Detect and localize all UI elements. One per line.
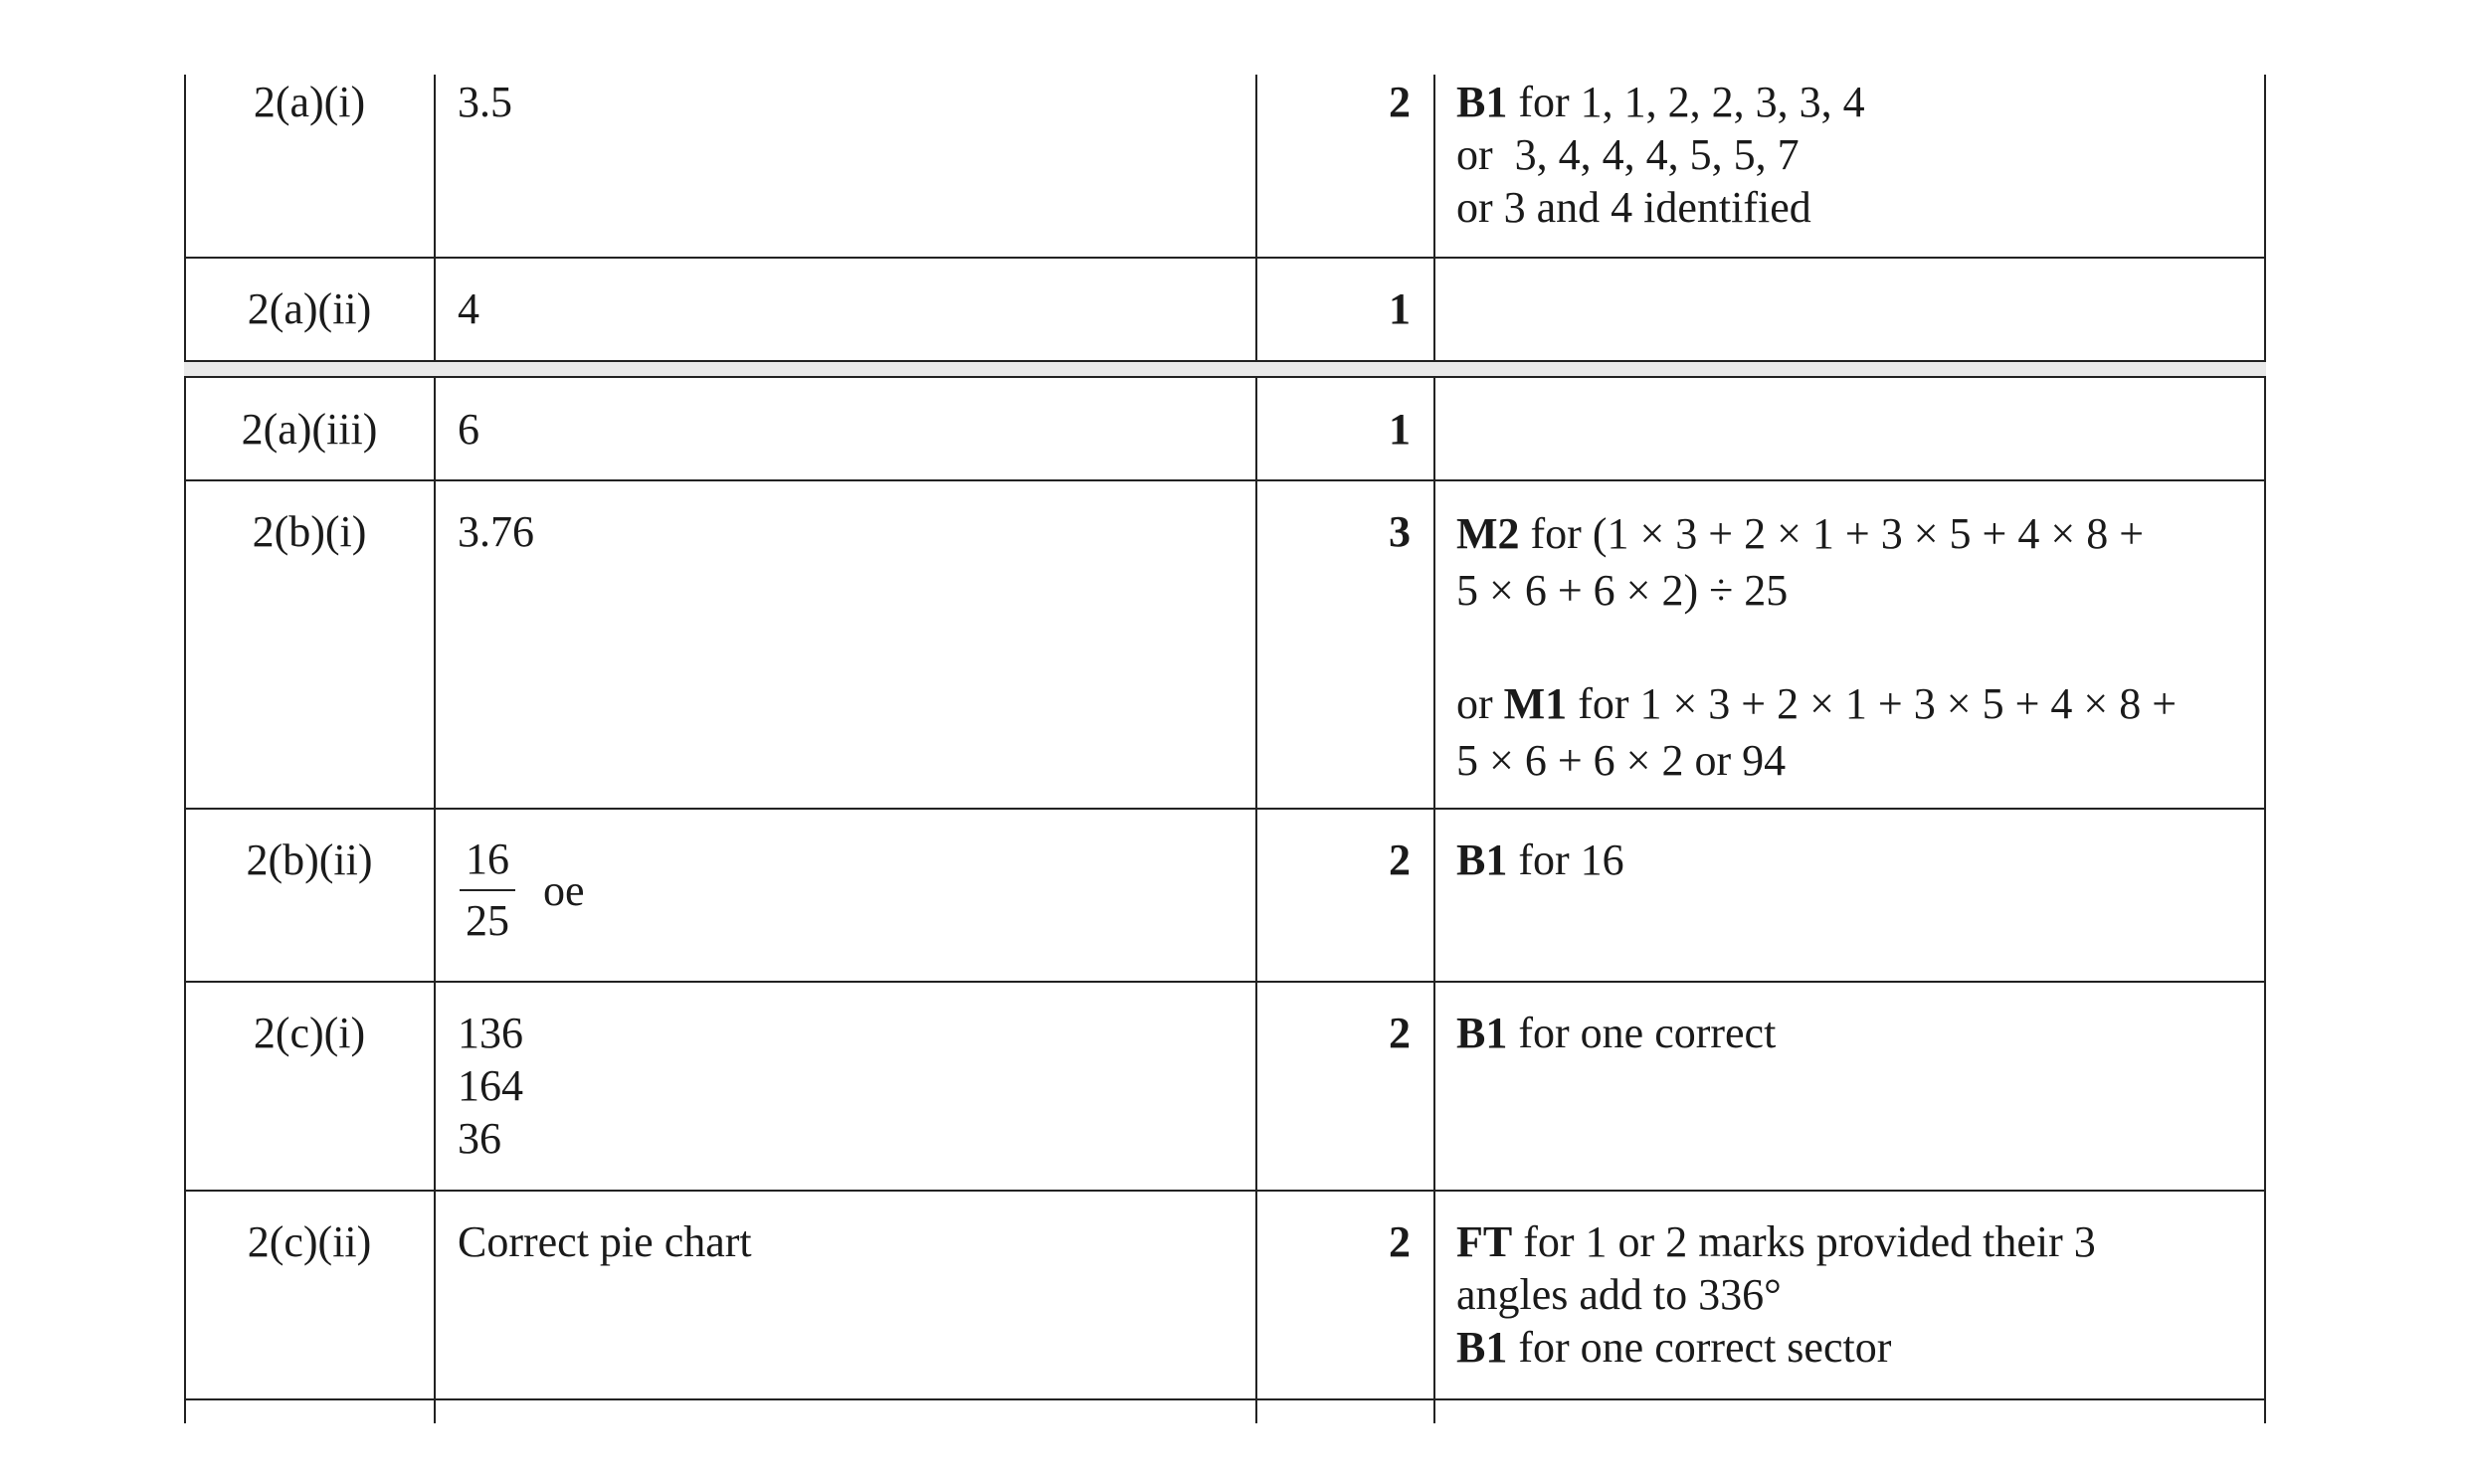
fraction xyxy=(460,834,515,947)
fraction-answer xyxy=(460,834,585,947)
answer-line: Correct pie chart xyxy=(458,1217,752,1266)
note-code: B1 xyxy=(1456,78,1508,126)
answer-cell xyxy=(458,1007,523,1165)
answer-cell xyxy=(458,505,534,558)
note-line: or 3 and 4 identified xyxy=(1456,183,1811,232)
row-rule xyxy=(184,808,2266,810)
row-rule xyxy=(184,981,2266,983)
fraction-denominator: 25 xyxy=(466,896,509,945)
note-line xyxy=(1456,505,2177,562)
note-line xyxy=(1456,1321,2096,1374)
note-text: for 1, 1, 2, 2, 3, 3, 4 xyxy=(1507,78,1865,126)
note-text: for one correct xyxy=(1507,1009,1777,1057)
mark-value: 2 xyxy=(1389,1009,1411,1057)
note-line: or 3, 4, 4, 4, 5, 5, 7 xyxy=(1456,130,1800,179)
question-number: 2(b)(i) xyxy=(252,507,367,556)
note-line xyxy=(1456,834,1624,886)
column-divider-notes xyxy=(1433,75,1435,1423)
fraction-bar xyxy=(460,889,515,891)
row-rule xyxy=(184,257,2266,259)
mark-value: 3 xyxy=(1389,507,1411,556)
question-number: 2(b)(ii) xyxy=(246,835,373,884)
note-code: B1 xyxy=(1456,1009,1508,1057)
answer-line: 136 xyxy=(458,1009,523,1057)
note-text: for (1 × 3 + 2 × 1 + 3 × 5 + 4 × 8 + xyxy=(1519,509,2145,558)
note-code: M2 xyxy=(1456,509,1520,558)
fraction-numerator: 16 xyxy=(466,835,509,883)
notes-cell xyxy=(1456,76,1865,234)
answer-cell xyxy=(460,834,585,947)
note-text: for one correct sector xyxy=(1507,1323,1892,1372)
note-prefix: or xyxy=(1456,679,1504,728)
note-line xyxy=(1456,675,2177,732)
note-spacer xyxy=(1456,619,2177,675)
row-rule xyxy=(184,1190,2266,1192)
answer-line: 3.5 xyxy=(458,78,512,126)
answer-line: 4 xyxy=(458,284,479,333)
note-line: 5 × 6 + 6 × 2 or 94 xyxy=(1456,736,1787,785)
note-line: angles add to 336° xyxy=(1456,1270,1782,1319)
question-number: 2(a)(iii) xyxy=(241,405,378,454)
mark-value: 2 xyxy=(1389,78,1411,126)
mark-value: 1 xyxy=(1389,405,1411,454)
note-line xyxy=(1456,1007,1776,1059)
note-line xyxy=(1456,76,1865,128)
fraction-suffix: oe xyxy=(543,865,585,915)
answer-cell xyxy=(458,282,479,335)
question-number: 2(c)(i) xyxy=(253,1009,366,1057)
row-rule xyxy=(184,360,2266,362)
note-line: 5 × 6 + 6 × 2) ÷ 25 xyxy=(1456,566,1789,615)
note-code: FT xyxy=(1456,1217,1513,1266)
column-divider-answer xyxy=(434,75,436,1423)
note-text: for 1 or 2 marks provided their 3 xyxy=(1512,1217,2096,1266)
notes-cell xyxy=(1456,834,1624,886)
answer-cell xyxy=(458,403,479,456)
notes-cell xyxy=(1456,1215,2096,1374)
notes-cell xyxy=(1456,1007,1776,1059)
row-rule xyxy=(184,1398,2266,1400)
mark-value: 1 xyxy=(1389,284,1411,333)
note-code: M1 xyxy=(1503,679,1568,728)
question-number: 2(a)(ii) xyxy=(247,284,372,333)
answer-line: 36 xyxy=(458,1114,501,1163)
note-line xyxy=(1456,1215,2096,1268)
note-code: B1 xyxy=(1456,1323,1508,1372)
row-gap-band xyxy=(184,361,2266,377)
mark-value: 2 xyxy=(1389,835,1411,884)
answer-line: 164 xyxy=(458,1061,523,1110)
answer-cell xyxy=(458,76,512,128)
note-text: for 1 × 3 + 2 × 1 + 3 × 5 + 4 × 8 + xyxy=(1567,679,2178,728)
row-rule xyxy=(184,479,2266,481)
table-border-right xyxy=(2264,75,2266,1423)
question-number: 2(a)(i) xyxy=(253,78,366,126)
question-number: 2(c)(ii) xyxy=(247,1217,372,1266)
answer-cell xyxy=(458,1215,752,1268)
note-text: for 16 xyxy=(1507,835,1624,884)
answer-line: 3.76 xyxy=(458,507,534,556)
row-rule xyxy=(184,376,2266,378)
answer-line: 6 xyxy=(458,405,479,454)
mark-value: 2 xyxy=(1389,1217,1411,1266)
notes-cell xyxy=(1456,505,2177,789)
note-code: B1 xyxy=(1456,835,1508,884)
